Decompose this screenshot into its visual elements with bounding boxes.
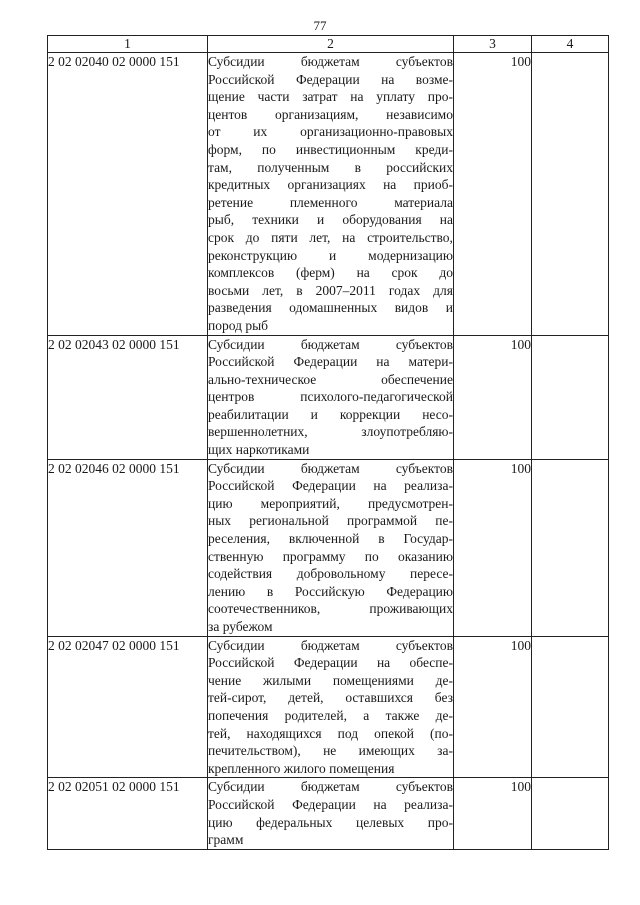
description-line: цию федеральных целевых про- bbox=[208, 814, 453, 830]
description-line: срок до пяти лет, на строительство, bbox=[208, 229, 453, 245]
column-4-cell bbox=[532, 636, 609, 778]
description-line: тей, находящихся под опекой (по- bbox=[208, 725, 453, 741]
description-line: реабилитации и коррекции несо- bbox=[208, 406, 453, 422]
description-line: Субсидии бюджетам субъектов bbox=[208, 54, 453, 69]
description-line: рыб, техники и оборудования на bbox=[208, 212, 453, 228]
description-line: ственную программу по оказанию bbox=[208, 548, 453, 564]
budget-code: 2 02 02040 02 0000 151 bbox=[48, 53, 208, 336]
description-line: Российской Федерации на возме- bbox=[208, 71, 453, 87]
description-line: Субсидии бюджетам субъектов bbox=[208, 637, 453, 653]
description-line: реконструкцию и модернизацию bbox=[208, 247, 453, 263]
subsidy-description bbox=[208, 459, 454, 636]
amount-cell bbox=[454, 459, 532, 636]
description-line: тей-сирот, детей, оставшихся без bbox=[208, 690, 453, 706]
description-line: ретение племенного материала bbox=[208, 194, 453, 210]
description-line: разведения одомашненных видов и bbox=[208, 300, 453, 316]
description-line: там, полученным в российских bbox=[208, 159, 453, 175]
description-line: за рубежом bbox=[208, 619, 273, 634]
description-line: щение части затрат на уплату про- bbox=[208, 89, 453, 105]
description-line: центов организациям, независимо bbox=[208, 106, 453, 122]
description-line: Субсидии бюджетам субъектов bbox=[208, 779, 453, 795]
amount-value: 100 bbox=[510, 54, 531, 69]
description-line: крепленного жилого помещения bbox=[208, 760, 395, 776]
description-line: от их организационно-правовых bbox=[208, 124, 453, 140]
column-4-cell bbox=[532, 459, 609, 636]
description-line: чение жилыми помещениями де- bbox=[208, 672, 453, 688]
description-line: реселения, включенной в Государ- bbox=[208, 531, 453, 547]
column-4-cell bbox=[532, 53, 609, 336]
column-4-cell bbox=[532, 335, 609, 459]
description-line: Российской Федерации на матери- bbox=[208, 354, 453, 370]
subsidy-description bbox=[208, 335, 454, 459]
description-line: восьми лет, в 2007–2011 годах для bbox=[208, 282, 453, 298]
table-row bbox=[48, 778, 609, 849]
description-line: ных региональной программой пе- bbox=[208, 513, 453, 529]
table-row bbox=[48, 636, 609, 778]
subsidy-description bbox=[208, 636, 454, 778]
description-line: форм, по инвестиционным креди- bbox=[208, 141, 453, 157]
description-line: Российской Федерации на реализа- bbox=[208, 478, 453, 494]
description-line: попечения родителей, а также де- bbox=[208, 707, 453, 723]
table-row bbox=[48, 335, 609, 459]
amount-value: 100 bbox=[510, 779, 531, 795]
amount-value: 100 bbox=[510, 336, 531, 352]
description-line: Российской Федерации на обеспе- bbox=[208, 655, 453, 671]
amount-cell bbox=[454, 335, 532, 459]
description-line: кредитных организациях на приоб- bbox=[208, 177, 453, 193]
amount-cell bbox=[454, 636, 532, 778]
column-header-4: 4 bbox=[532, 36, 609, 53]
amount-cell bbox=[454, 53, 532, 336]
description-line: ально-техническое обеспечение bbox=[208, 371, 453, 387]
budget-table bbox=[47, 35, 609, 850]
description-line: соотечественников, проживающих bbox=[208, 601, 453, 617]
description-line: цию мероприятий, предусмотрен- bbox=[208, 495, 453, 511]
table-row bbox=[48, 459, 609, 636]
budget-code: 2 02 02046 02 0000 151 bbox=[48, 459, 208, 636]
column-header-2: 2 bbox=[208, 36, 454, 53]
description-line: лению в Российскую Федерацию bbox=[208, 583, 453, 599]
subsidy-description bbox=[208, 53, 454, 336]
description-line: пород рыб bbox=[208, 317, 269, 333]
description-line: содействия добровольному пересе- bbox=[208, 566, 453, 582]
budget-code: 2 02 02043 02 0000 151 bbox=[48, 335, 208, 459]
amount-value: 100 bbox=[510, 637, 531, 653]
description-line: печительством), не имеющих за- bbox=[208, 743, 453, 759]
page-number: 77 bbox=[313, 18, 327, 33]
column-header-3: 3 bbox=[454, 36, 532, 53]
column-number-row bbox=[48, 36, 609, 53]
description-line: центров психолого-педагогической bbox=[208, 389, 453, 405]
column-4-cell bbox=[532, 778, 609, 849]
description-line: щих наркотиками bbox=[208, 442, 310, 458]
description-line: Субсидии бюджетам субъектов bbox=[208, 336, 453, 352]
description-line: грамм bbox=[208, 832, 244, 848]
description-line: Субсидии бюджетам субъектов bbox=[208, 460, 453, 476]
amount-cell bbox=[454, 778, 532, 849]
table-row bbox=[48, 53, 609, 336]
amount-value: 100 bbox=[510, 460, 531, 476]
description-line: комплексов (ферм) на срок до bbox=[208, 265, 453, 281]
subsidy-description bbox=[208, 778, 454, 849]
budget-code: 2 02 02051 02 0000 151 bbox=[48, 778, 208, 849]
description-line: Российской Федерации на реализа- bbox=[208, 796, 453, 812]
column-header-1: 1 bbox=[48, 36, 208, 53]
description-line: вершеннолетних, злоупотребляю- bbox=[208, 424, 453, 440]
budget-code: 2 02 02047 02 0000 151 bbox=[48, 636, 208, 778]
